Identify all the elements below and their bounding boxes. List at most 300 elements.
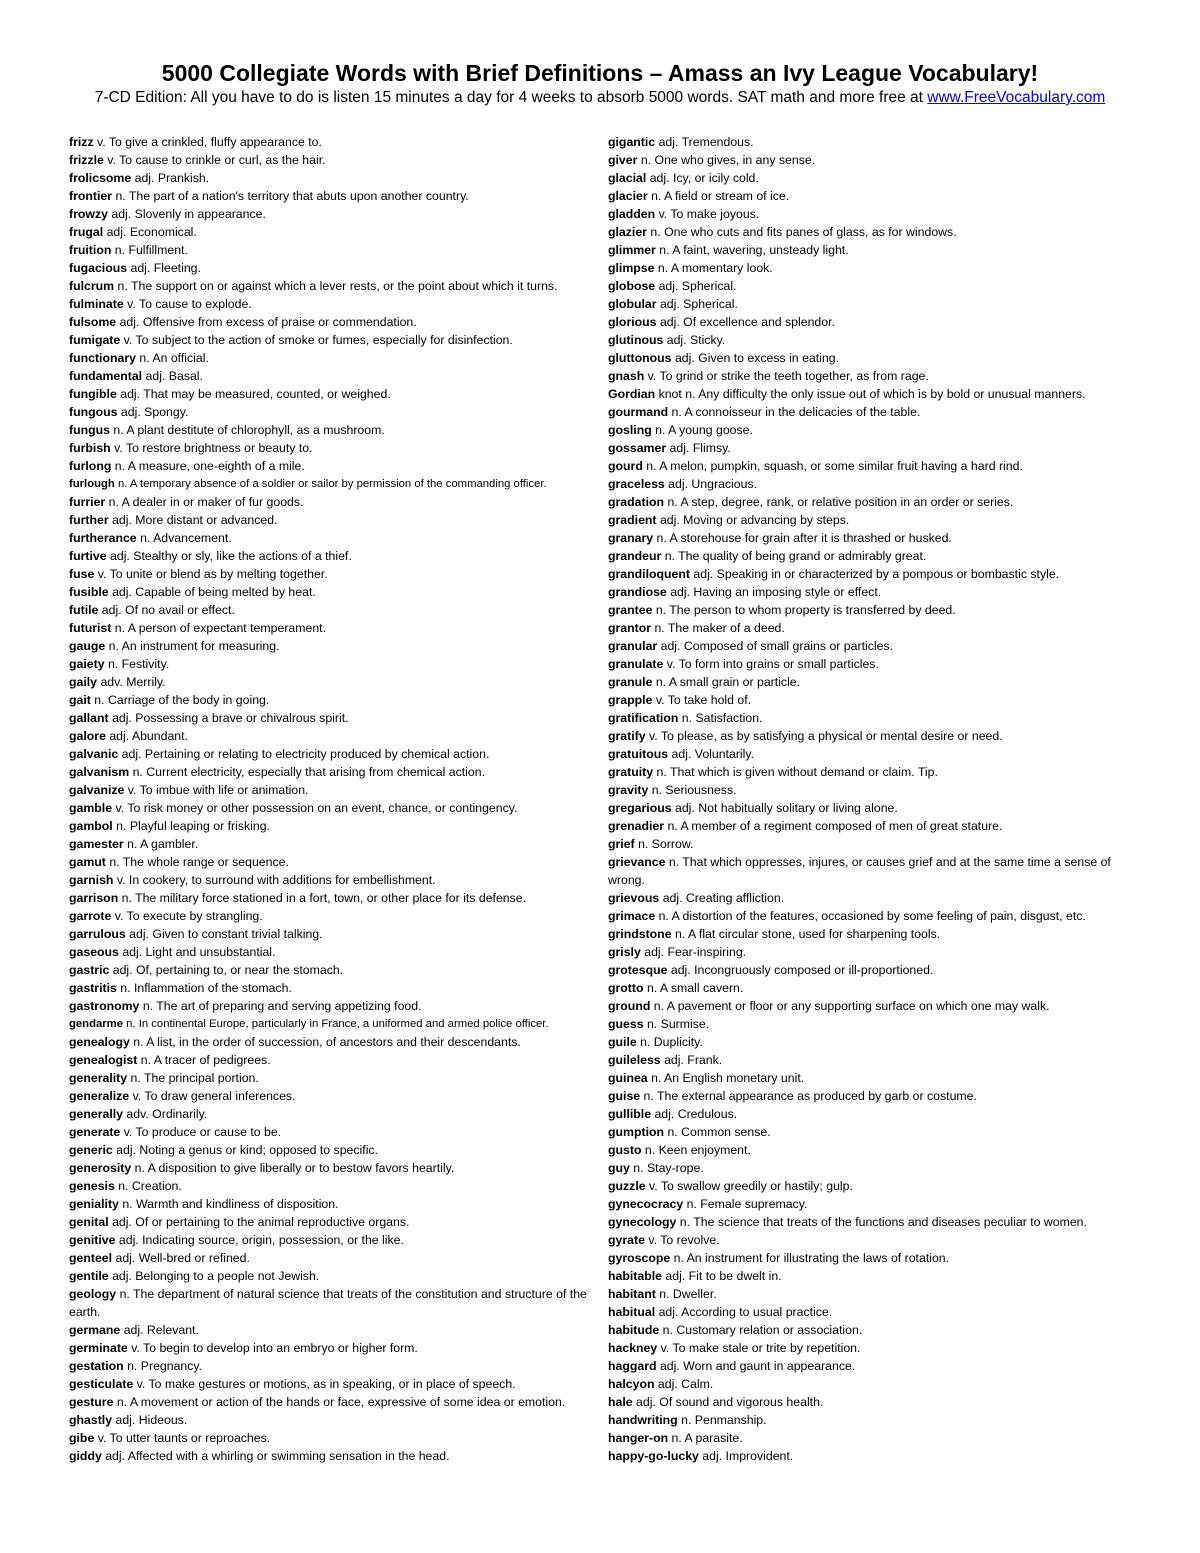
vocab-entry	[69, 673, 594, 691]
vocab-word: gourmand	[608, 405, 669, 419]
vocab-definition: n. The support on or against which a lever rests, or the point about which it turns.	[117, 279, 558, 293]
vocab-definition: adj. Composed of small grains or particles.	[660, 639, 893, 653]
vocab-entry	[69, 853, 594, 871]
vocab-word: haggard	[608, 1359, 657, 1373]
vocab-entry	[69, 151, 594, 169]
vocab-definition: n. The science that treats of the functions and diseases peculiar to women.	[679, 1215, 1087, 1229]
left-column	[69, 133, 594, 1465]
vocab-definition: adj. Flimsy.	[669, 441, 731, 455]
vocab-entry	[608, 745, 1128, 763]
vocab-definition: adj. Slovenly in appearance.	[111, 207, 266, 221]
vocab-word: glorious	[608, 315, 657, 329]
vocab-entry	[69, 1249, 594, 1267]
vocab-entry	[608, 907, 1128, 925]
vocab-definition: n. Common sense.	[667, 1125, 771, 1139]
vocab-definition: n. Female supremacy.	[686, 1197, 808, 1211]
vocab-entry	[608, 1159, 1128, 1177]
vocab-entry	[69, 691, 594, 709]
vocab-word: glacial	[608, 171, 647, 185]
vocab-word: grotesque	[608, 963, 668, 977]
vocab-entry	[69, 547, 594, 565]
vocab-definition: adj. Voluntarily.	[671, 747, 755, 761]
vocab-word: genealogy	[69, 1035, 130, 1049]
vocab-entry	[69, 457, 594, 475]
vocab-definition: adj. Economical.	[106, 225, 197, 239]
vocab-entry	[608, 1357, 1128, 1375]
vocab-entry	[608, 1429, 1128, 1447]
vocab-word: genital	[69, 1215, 109, 1229]
vocab-entry	[608, 979, 1128, 997]
vocab-definition: n. A small cavern.	[646, 981, 744, 995]
vocab-entry	[608, 529, 1128, 547]
vocab-definition: n. Dweller.	[659, 1287, 717, 1301]
vocab-definition: adj. Sticky.	[666, 333, 726, 347]
vocab-definition: adj. Tremendous.	[658, 135, 754, 149]
vocab-definition: v. To draw general inferences.	[132, 1089, 296, 1103]
vocab-entry	[608, 421, 1128, 439]
vocab-entry	[69, 241, 594, 259]
vocab-entry	[608, 1447, 1128, 1465]
vocab-entry	[608, 277, 1128, 295]
vocab-entry	[608, 1069, 1128, 1087]
vocab-entry	[69, 295, 594, 313]
vocab-definition: n. Warmth and kindliness of disposition.	[122, 1197, 339, 1211]
vocab-definition: adj. Belonging to a people not Jewish.	[112, 1269, 320, 1283]
vocab-definition: adj. Possessing a brave or chivalrous spirit.	[112, 711, 349, 725]
vocab-entry	[69, 1411, 594, 1429]
vocab-word: handwriting	[608, 1413, 678, 1427]
vocab-definition: adj. Improvident.	[702, 1449, 794, 1463]
vocab-entry	[608, 1231, 1128, 1249]
vocab-word: gossamer	[608, 441, 667, 455]
vocab-definition: n. A storehouse for grain after it is thrashed or husked.	[656, 531, 952, 545]
vocab-definition: adj. Frank.	[664, 1053, 723, 1067]
vocab-entry	[69, 1015, 594, 1033]
vocab-definition: v. To make gestures or motions, as in speaking, or in place of speech.	[136, 1377, 516, 1391]
vocab-entry	[608, 565, 1128, 583]
vocab-entry	[69, 997, 594, 1015]
vocab-definition: adj. Light and unsubstantial.	[122, 945, 276, 959]
vocab-word: gyrate	[608, 1233, 645, 1247]
vocab-entry	[69, 745, 594, 763]
vocab-definition: n. The military force stationed in a fort, town, or other place for its defense.	[121, 891, 527, 905]
vocab-entry	[69, 511, 594, 529]
vocab-entry	[608, 385, 1128, 403]
vocab-word: gastric	[69, 963, 110, 977]
vocab-definition: n. A momentary look.	[657, 261, 773, 275]
vocab-word: generic	[69, 1143, 113, 1157]
vocab-definition: adj. Incongruously composed or ill-proportioned.	[670, 963, 934, 977]
vocab-definition: n. In continental Europe, particularly in France, a uniformed and armed police officer.	[126, 1018, 549, 1030]
vocab-definition: n. An English monetary unit.	[651, 1071, 805, 1085]
vocab-word: genteel	[69, 1251, 113, 1265]
vocab-word: grenadier	[608, 819, 665, 833]
vocab-entry	[608, 511, 1128, 529]
vocab-definition: n. The art of preparing and serving appetizing food.	[142, 999, 422, 1013]
vocab-entry	[608, 439, 1128, 457]
vocab-definition: v. In cookery, to surround with additions for embellishment.	[116, 873, 436, 887]
vocab-entry	[608, 1249, 1128, 1267]
vocab-word: functionary	[69, 351, 136, 365]
vocab-word: gallant	[69, 711, 109, 725]
vocab-definition: adj. Fleeting.	[130, 261, 201, 275]
vocab-entry	[608, 709, 1128, 727]
vocab-word: gradient	[608, 513, 657, 527]
vocab-word: gyroscope	[608, 1251, 671, 1265]
vocab-definition: n. The person to whom property is transferred by deed.	[655, 603, 956, 617]
vocab-definition: v. To unite or blend as by melting together.	[97, 567, 328, 581]
vocab-word: grimace	[608, 909, 656, 923]
vocab-word: generalize	[69, 1089, 130, 1103]
vocab-word: gendarme	[69, 1018, 123, 1030]
vocab-entry	[608, 1015, 1128, 1033]
vocab-entry	[608, 835, 1128, 853]
vocab-definition: adj. Well-bred or refined.	[115, 1251, 250, 1265]
vocab-definition: adj. Abundant.	[109, 729, 188, 743]
vocab-entry	[69, 1447, 594, 1465]
vocab-definition: v. To utter taunts or reproaches.	[97, 1431, 271, 1445]
vocab-entry	[608, 367, 1128, 385]
vocab-word: fuse	[69, 567, 95, 581]
vocab-entry	[69, 385, 594, 403]
vocab-entry	[608, 943, 1128, 961]
vocab-definition: n. Current electricity, especially that arising from chemical action.	[132, 765, 485, 779]
vocab-word: glutinous	[608, 333, 664, 347]
vocab-entry	[69, 727, 594, 745]
vocab-definition: n. A small grain or particle.	[655, 675, 801, 689]
vocab-definition: adj. Fit to be dwelt in.	[665, 1269, 782, 1283]
page-header	[0, 58, 1200, 108]
vocab-entry	[608, 1339, 1128, 1357]
vocab-word: generate	[69, 1125, 121, 1139]
vocab-word: ground	[608, 999, 651, 1013]
vocab-word: grandiloquent	[608, 567, 690, 581]
vocab-entry	[608, 457, 1128, 475]
vocab-entry	[608, 961, 1128, 979]
vocab-word: generosity	[69, 1161, 132, 1175]
vocab-entry	[69, 1159, 594, 1177]
vocab-entry	[69, 763, 594, 781]
vocab-entry	[608, 601, 1128, 619]
vocab-word: guile	[608, 1035, 637, 1049]
vocab-entry	[608, 349, 1128, 367]
vocab-word: grievous	[608, 891, 660, 905]
vocab-word: guy	[608, 1161, 630, 1175]
vocab-entry	[69, 1267, 594, 1285]
vocab-word: gastronomy	[69, 999, 140, 1013]
vocab-definition: n. The quality of being grand or admirably great.	[664, 549, 927, 563]
vocab-entry	[69, 349, 594, 367]
vocab-word: fulminate	[69, 297, 124, 311]
vocab-definition: n. Festivity.	[107, 657, 170, 671]
vocab-entry	[608, 1123, 1128, 1141]
vocab-definition: adj. Ungracious.	[668, 477, 758, 491]
vocab-definition: n. Seriousness.	[651, 783, 737, 797]
vocab-word: fulcrum	[69, 279, 115, 293]
vocab-definition: adj. Basal.	[145, 369, 203, 383]
vocab-definition: adj. Offensive from excess of praise or commendation.	[119, 315, 417, 329]
vocab-definition: n. A melon, pumpkin, squash, or some similar fruit having a hard rind.	[646, 459, 1023, 473]
vocab-word: habitable	[608, 1269, 662, 1283]
vocab-definition: n. Satisfaction.	[681, 711, 763, 725]
vocab-word: giddy	[69, 1449, 102, 1463]
vocab-definition: v. To revolve.	[648, 1233, 720, 1247]
vocab-definition: v. To produce or cause to be.	[123, 1125, 282, 1139]
vocab-word: guzzle	[608, 1179, 646, 1193]
vocab-definition: n. Creation.	[118, 1179, 182, 1193]
vocab-word: gauge	[69, 639, 106, 653]
vocab-definition: v. To execute by strangling.	[114, 909, 263, 923]
vocab-entry	[608, 1141, 1128, 1159]
vocab-word: grindstone	[608, 927, 672, 941]
vocab-word: gusto	[608, 1143, 642, 1157]
vocab-definition: adj. Affected with a whirling or swimming sensation in the head.	[105, 1449, 450, 1463]
vocab-definition: n. A movement or action of the hands or face, expressive of some idea or emotion.	[116, 1395, 566, 1409]
vocab-word: fruition	[69, 243, 112, 257]
vocab-entry	[608, 295, 1128, 313]
vocab-definition: v. To make joyous.	[658, 207, 760, 221]
vocab-definition: adj. Noting a genus or kind; opposed to specific.	[116, 1143, 378, 1157]
vocab-entry	[69, 637, 594, 655]
vocab-word: guess	[608, 1017, 644, 1031]
vocab-definition: n. A member of a regiment composed of men of great stature.	[667, 819, 1003, 833]
vocab-word: graceless	[608, 477, 665, 491]
vocab-word: frizzle	[69, 153, 104, 167]
vocab-word: garrote	[69, 909, 112, 923]
vocab-definition: n. An official.	[139, 351, 209, 365]
vocab-word: granule	[608, 675, 653, 689]
vocab-word: frowzy	[69, 207, 108, 221]
vocab-entry	[608, 781, 1128, 799]
vocab-entry	[608, 187, 1128, 205]
vocab-word: grandeur	[608, 549, 662, 563]
vocab-definition: adv. Ordinarily.	[126, 1107, 208, 1121]
vocab-entry	[69, 529, 594, 547]
vocab-definition: n. An instrument for measuring.	[108, 639, 280, 653]
vocab-definition: n. A dealer in or maker of fur goods.	[108, 495, 304, 509]
vocab-definition: n. A step, degree, rank, or relative position in an order or series.	[667, 495, 1014, 509]
vocab-word: gaily	[69, 675, 98, 689]
vocab-word: galvanize	[69, 783, 125, 797]
vocab-word: grotto	[608, 981, 644, 995]
vocab-entry	[608, 241, 1128, 259]
vocab-word: gratify	[608, 729, 646, 743]
vocab-definition: n. A field or stream of ice.	[651, 189, 790, 203]
vocab-word: grapple	[608, 693, 653, 707]
vocab-word: gaseous	[69, 945, 119, 959]
vocab-entry	[608, 331, 1128, 349]
vocab-definition: n. The external appearance as produced by garb or costume.	[643, 1089, 977, 1103]
vocab-word: generality	[69, 1071, 128, 1085]
vocab-entry	[69, 961, 594, 979]
vocab-definition: adj. Capable of being melted by heat.	[112, 585, 316, 599]
vocab-definition: n. Penmanship.	[681, 1413, 767, 1427]
vocab-definition: n. A temporary absence of a soldier or sailor by permission of the commanding officer.	[117, 478, 547, 490]
vocab-definition: n. Keen enjoyment.	[644, 1143, 751, 1157]
vocab-word: geniality	[69, 1197, 119, 1211]
vocab-word: gregarious	[608, 801, 672, 815]
vocab-word: fulsome	[69, 315, 117, 329]
vocab-entry	[608, 1213, 1128, 1231]
vocab-word: gumption	[608, 1125, 665, 1139]
vocab-definition: adj. Spherical.	[658, 279, 737, 293]
vocab-entry	[608, 151, 1128, 169]
vocab-entry	[608, 1393, 1128, 1411]
vocab-definition: adj. Creating affliction.	[662, 891, 785, 905]
vocab-definition: n. A parasite.	[671, 1431, 743, 1445]
vocab-word: gamester	[69, 837, 124, 851]
vocab-definition: n. Carriage of the body in going.	[94, 693, 270, 707]
vocab-word: hale	[608, 1395, 633, 1409]
vocab-definition: adj. Calm.	[657, 1377, 714, 1391]
subtitle-text: 7-CD Edition: All you have to do is listen 15 minutes a day for 4 weeks to absorb 5000 words. SAT math and more free at	[94, 89, 928, 106]
vocab-definition: adj. More distant or advanced.	[112, 513, 278, 527]
vocab-word: garrison	[69, 891, 119, 905]
vocab-entry	[608, 1303, 1128, 1321]
vocab-word: galvanic	[69, 747, 119, 761]
vocab-word: furlong	[69, 459, 112, 473]
vocab-definition: v. To cause to crinkle or curl, as the hair.	[107, 153, 326, 167]
vocab-entry	[69, 223, 594, 241]
vocab-word: gait	[69, 693, 91, 707]
vocab-definition: n. A flat circular stone, used for sharpening tools.	[674, 927, 941, 941]
vocab-entry	[69, 1069, 594, 1087]
vocab-definition: v. To imbue with life or animation.	[127, 783, 309, 797]
vocab-definition: adj. Spherical.	[659, 297, 738, 311]
vocab-word: globose	[608, 279, 656, 293]
vocab-entry	[69, 799, 594, 817]
vocab-definition: v. To risk money or other possession on an event, chance, or contingency.	[115, 801, 518, 815]
vocab-definition: adv. Merrily.	[100, 675, 166, 689]
vocab-definition: v. To grind or strike the teeth together, as from rage.	[647, 369, 929, 383]
vocab-definition: n. Surmise.	[646, 1017, 710, 1031]
vocab-word: gourd	[608, 459, 643, 473]
vocab-word: grievance	[608, 855, 666, 869]
vocab-entry	[69, 475, 594, 493]
vocab-entry	[608, 259, 1128, 277]
vocab-entry	[608, 583, 1128, 601]
vocab-entry	[608, 493, 1128, 511]
vocab-word: futurist	[69, 621, 112, 635]
vocab-word: guise	[608, 1089, 641, 1103]
vocab-definition: n. A pavement or floor or any supporting surface on which one may walk.	[653, 999, 1050, 1013]
vocab-definition: n. Playful leaping or frisking.	[116, 819, 270, 833]
vocab-entry	[608, 1105, 1128, 1123]
vocab-word: habitual	[608, 1305, 656, 1319]
vocab-entry	[608, 1375, 1128, 1393]
vocab-definition: v. To please, as by satisfying a physical or mental desire or need.	[649, 729, 1003, 743]
vocab-definition: v. To give a crinkled, fluffy appearance to.	[97, 135, 322, 149]
vocab-word: gambol	[69, 819, 113, 833]
vocab-word: genealogist	[69, 1053, 138, 1067]
vocab-entry	[608, 1321, 1128, 1339]
vocab-definition: adj. Relevant.	[123, 1323, 199, 1337]
vocab-definition: n. A connoisseur in the delicacies of the table.	[671, 405, 921, 419]
vocab-entry	[69, 1213, 594, 1231]
vocab-definition: adj. Of, pertaining to, or near the stomach.	[112, 963, 344, 977]
vocab-word: gratification	[608, 711, 679, 725]
vocab-entry	[69, 709, 594, 727]
vocab-entry	[69, 889, 594, 907]
vocab-definition: n. A distortion of the features, occasioned by some feeling of pain, disgust, etc.	[658, 909, 1086, 923]
vocab-definition: adj. Of sound and vigorous health.	[636, 1395, 824, 1409]
vocab-entry	[69, 1051, 594, 1069]
vocab-definition: adj. That may be measured, counted, or weighed.	[120, 387, 391, 401]
vocab-entry	[608, 817, 1128, 835]
vocab-entry	[69, 1105, 594, 1123]
vocab-entry	[69, 1177, 594, 1195]
vocab-definition: v. To take hold of.	[655, 693, 752, 707]
site-link[interactable]: www.FreeVocabulary.com	[927, 89, 1106, 106]
vocab-word: fungous	[69, 405, 118, 419]
vocab-word: garrulous	[69, 927, 126, 941]
vocab-entry	[69, 1429, 594, 1447]
vocab-entry	[608, 889, 1128, 907]
vocab-word: gluttonous	[608, 351, 672, 365]
vocab-word: gesture	[69, 1395, 114, 1409]
vocab-word: globular	[608, 297, 657, 311]
vocab-definition: n. Inflammation of the stomach.	[120, 981, 292, 995]
vocab-word: fungible	[69, 387, 117, 401]
vocab-definition: n. The whole range or sequence.	[109, 855, 289, 869]
vocab-word: grisly	[608, 945, 641, 959]
vocab-word: furrier	[69, 495, 106, 509]
vocab-entry	[69, 619, 594, 637]
vocab-definition: adj. Given to constant trivial talking.	[129, 927, 323, 941]
vocab-entry	[608, 1267, 1128, 1285]
vocab-entry	[608, 1411, 1128, 1429]
vocab-entry	[69, 421, 594, 439]
vocab-word: gamble	[69, 801, 113, 815]
vocab-definition: adj. Having an imposing style or effect.	[670, 585, 882, 599]
vocab-definition: n. A disposition to give liberally or to bestow favors heartily.	[134, 1161, 455, 1175]
vocab-word: frizz	[69, 135, 94, 149]
vocab-word: gullible	[608, 1107, 652, 1121]
vocab-definition: n. Customary relation or association.	[662, 1323, 863, 1337]
vocab-definition: adj. Prankish.	[134, 171, 210, 185]
vocab-entry	[608, 133, 1128, 151]
vocab-definition: n. A faint, wavering, unsteady light.	[659, 243, 849, 257]
vocab-word: glimmer	[608, 243, 656, 257]
vocab-entry	[608, 673, 1128, 691]
vocab-word: halcyon	[608, 1377, 655, 1391]
vocab-word: furbish	[69, 441, 111, 455]
page-title: 5000 Collegiate Words with Brief Definitions – Amass an Ivy League Vocabulary!	[161, 60, 1039, 86]
vocab-word: genesis	[69, 1179, 115, 1193]
vocab-definition: n. A young goose.	[655, 423, 753, 437]
vocab-entry	[608, 1177, 1128, 1195]
right-column	[608, 133, 1128, 1465]
vocab-entry	[608, 799, 1128, 817]
vocab-definition: v. To cause to explode.	[127, 297, 252, 311]
vocab-definition: adj. Fear-inspiring.	[644, 945, 747, 959]
vocab-word: geology	[69, 1287, 117, 1301]
vocab-entry	[608, 223, 1128, 241]
vocab-entry	[69, 1033, 594, 1051]
vocab-word: gratuitous	[608, 747, 669, 761]
vocab-entry	[69, 1231, 594, 1249]
vocab-entry	[69, 331, 594, 349]
vocab-entry	[608, 637, 1128, 655]
vocab-word: fumigate	[69, 333, 121, 347]
vocab-entry	[608, 475, 1128, 493]
vocab-entry	[69, 979, 594, 997]
vocab-definition: adj. Spongy.	[120, 405, 189, 419]
vocab-word: habitant	[608, 1287, 656, 1301]
vocab-word: frugal	[69, 225, 104, 239]
vocab-definition: v. To restore brightness or beauty to.	[114, 441, 313, 455]
vocab-word: guinea	[608, 1071, 648, 1085]
